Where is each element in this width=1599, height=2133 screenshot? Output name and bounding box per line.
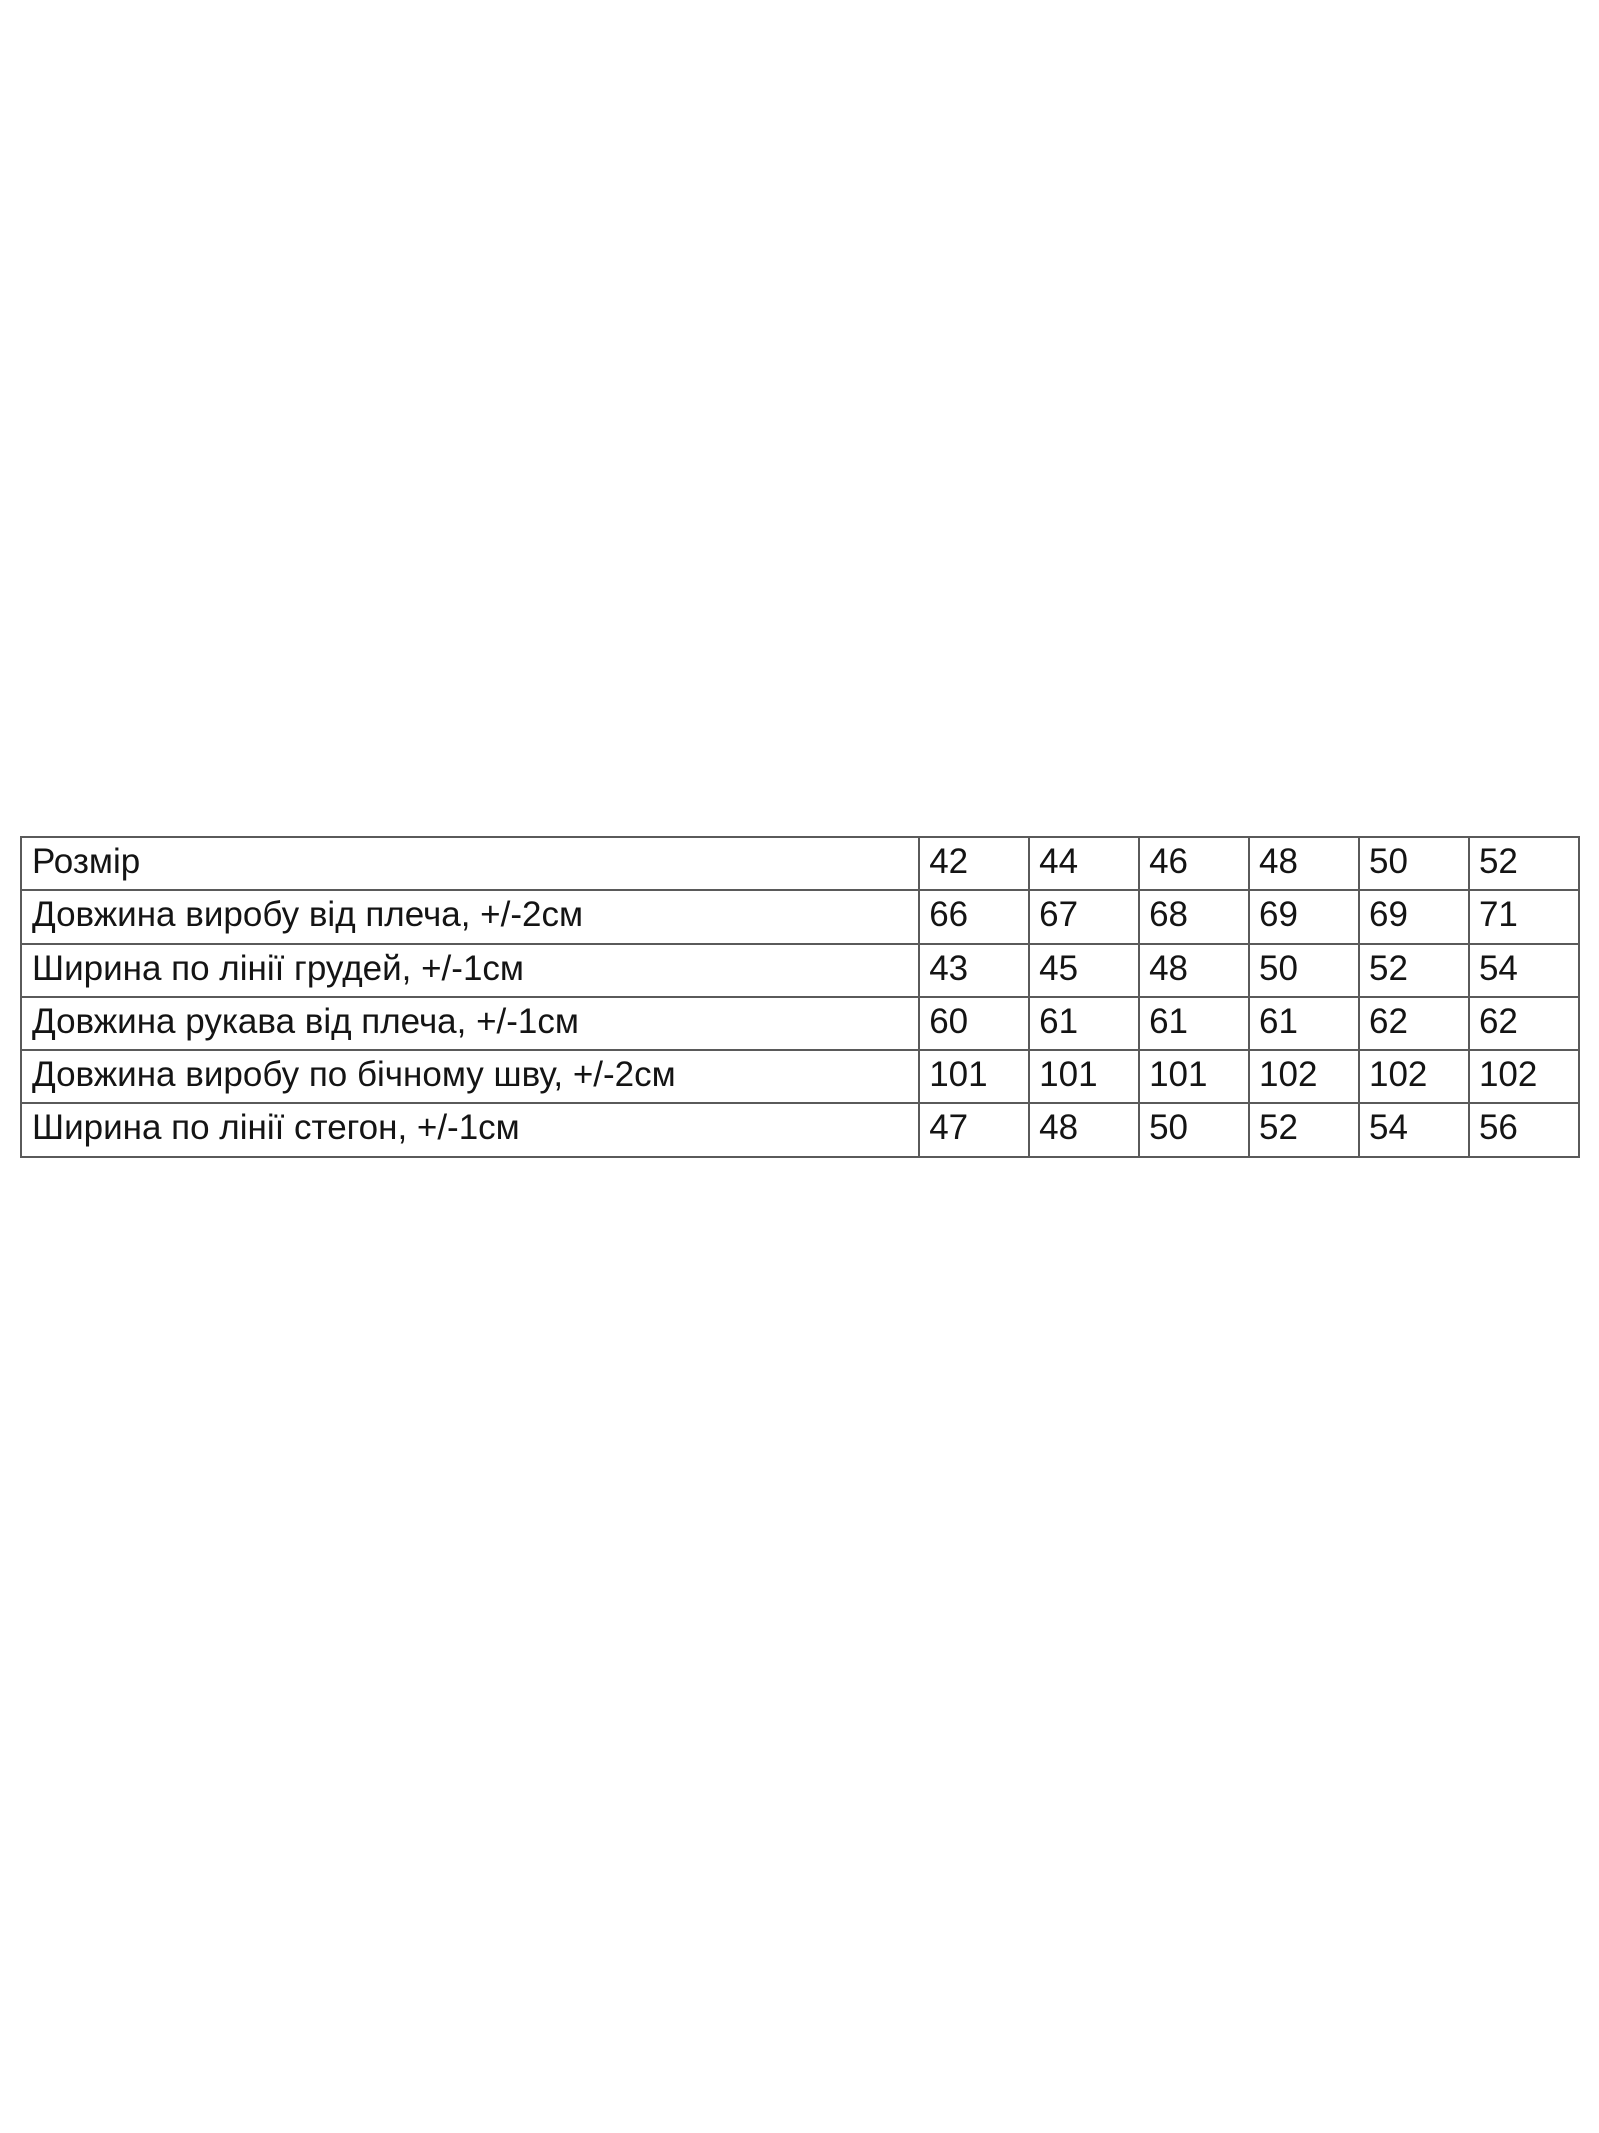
row-value: 67 xyxy=(1029,890,1139,943)
row-value: 52 xyxy=(1359,944,1469,997)
row-value: 42 xyxy=(919,837,1029,890)
row-value: 52 xyxy=(1249,1103,1359,1156)
row-value: 43 xyxy=(919,944,1029,997)
row-value: 68 xyxy=(1139,890,1249,943)
row-value: 61 xyxy=(1249,997,1359,1050)
row-value: 102 xyxy=(1249,1050,1359,1103)
row-label: Довжина виробу від плеча, +/-2см xyxy=(21,890,919,943)
row-value: 54 xyxy=(1359,1103,1469,1156)
row-value: 50 xyxy=(1359,837,1469,890)
row-value: 101 xyxy=(1139,1050,1249,1103)
row-label: Ширина по лінії стегон, +/-1см xyxy=(21,1103,919,1156)
row-value: 101 xyxy=(1029,1050,1139,1103)
row-value: 56 xyxy=(1469,1103,1579,1156)
row-value: 61 xyxy=(1139,997,1249,1050)
size-table-body xyxy=(21,837,1579,1157)
row-value: 69 xyxy=(1359,890,1469,943)
row-value: 46 xyxy=(1139,837,1249,890)
row-label: Розмір xyxy=(21,837,919,890)
row-value: 101 xyxy=(919,1050,1029,1103)
row-value: 44 xyxy=(1029,837,1139,890)
row-value: 60 xyxy=(919,997,1029,1050)
table-row xyxy=(21,837,1579,890)
row-value: 52 xyxy=(1469,837,1579,890)
size-table xyxy=(20,836,1580,1158)
table-row xyxy=(21,997,1579,1050)
row-value: 50 xyxy=(1249,944,1359,997)
row-value: 102 xyxy=(1469,1050,1579,1103)
row-value: 54 xyxy=(1469,944,1579,997)
row-value: 45 xyxy=(1029,944,1139,997)
table-row xyxy=(21,890,1579,943)
row-value: 47 xyxy=(919,1103,1029,1156)
table-row xyxy=(21,1050,1579,1103)
row-label: Довжина виробу по бічному шву, +/-2см xyxy=(21,1050,919,1103)
size-table-container xyxy=(20,836,1580,1158)
row-value: 48 xyxy=(1249,837,1359,890)
row-value: 102 xyxy=(1359,1050,1469,1103)
row-value: 48 xyxy=(1029,1103,1139,1156)
row-value: 69 xyxy=(1249,890,1359,943)
row-value: 61 xyxy=(1029,997,1139,1050)
row-value: 62 xyxy=(1359,997,1469,1050)
table-row xyxy=(21,1103,1579,1156)
table-row xyxy=(21,944,1579,997)
row-label: Довжина рукава від плеча, +/-1см xyxy=(21,997,919,1050)
row-value: 71 xyxy=(1469,890,1579,943)
row-value: 66 xyxy=(919,890,1029,943)
row-value: 48 xyxy=(1139,944,1249,997)
row-label: Ширина по лінії грудей, +/-1см xyxy=(21,944,919,997)
row-value: 62 xyxy=(1469,997,1579,1050)
row-value: 50 xyxy=(1139,1103,1249,1156)
